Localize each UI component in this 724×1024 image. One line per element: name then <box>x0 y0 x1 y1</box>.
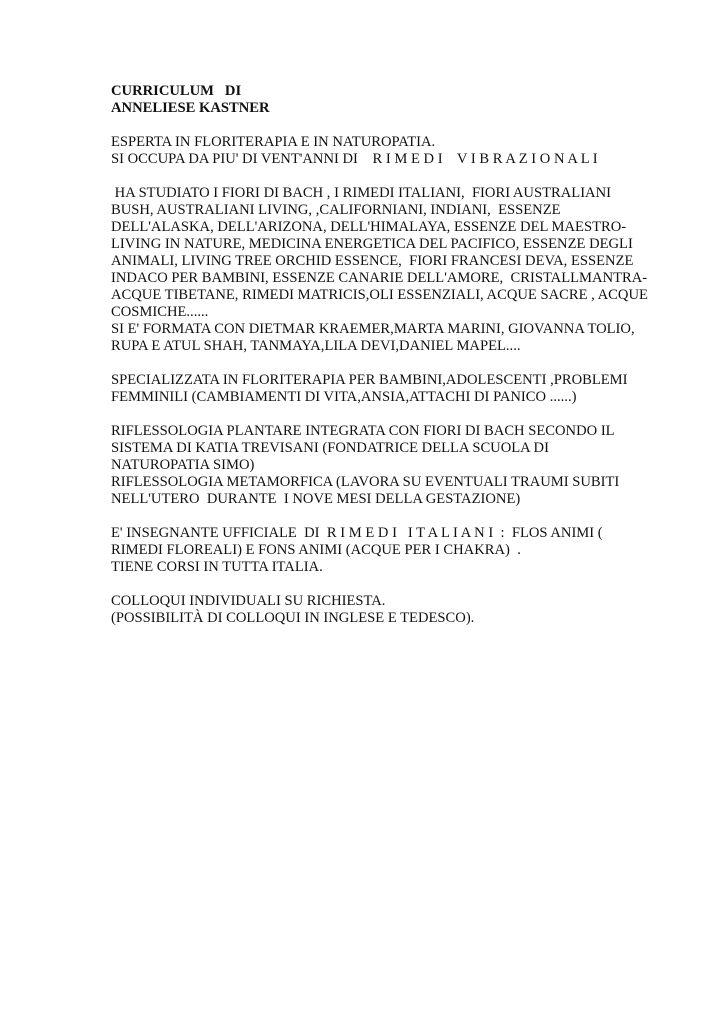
text-line: FEMMINILI (CAMBIAMENTI DI VITA,ANSIA,ATTACHI DI PANICO ......) <box>111 389 577 405</box>
spacer <box>111 576 671 593</box>
specialization-paragraph <box>111 372 671 406</box>
text-line: HA STUDIATO I FIORI DI BACH , I RIMEDI ITALIANI, FIORI AUSTRALIANI <box>111 185 611 201</box>
document-page <box>111 83 671 627</box>
spacer <box>111 117 671 134</box>
reflexology-paragraph <box>111 423 671 508</box>
text-line: RIFLESSOLOGIA METAMORFICA (LAVORA SU EVENTUALI TRAUMI SUBITI <box>111 474 620 490</box>
spacer <box>111 168 671 185</box>
text-line: SISTEMA DI KATIA TREVISANI (FONDATRICE DELLA SCUOLA DI <box>111 440 549 456</box>
consultations-paragraph <box>111 593 671 627</box>
text-line: LIVING IN NATURE, MEDICINA ENERGETICA DEL PACIFICO, ESSENZE DEGLI <box>111 236 633 252</box>
text-line: SI E' FORMATA CON DIETMAR KRAEMER,MARTA MARINI, GIOVANNA TOLIO, <box>111 321 635 337</box>
text-line: NELL'UTERO DURANTE I NOVE MESI DELLA GESTAZIONE) <box>111 491 521 507</box>
text-line: INDACO PER BAMBINI, ESSENZE CANARIE DELL'AMORE, CRISTALLMANTRA- <box>111 270 648 286</box>
text-line: COSMICHE...... <box>111 304 209 320</box>
title-line-1: CURRICULUM DI <box>111 83 242 99</box>
title-line-2: ANNELIESE KASTNER <box>111 100 270 116</box>
text-line: RIMEDI FLOREALI) E FONS ANIMI (ACQUE PER I CHAKRA) . <box>111 542 521 558</box>
text-line: BUSH, AUSTRALIANI LIVING, ,CALIFORNIANI, INDIANI, ESSENZE <box>111 202 561 218</box>
spacer <box>111 355 671 372</box>
teaching-paragraph <box>111 525 671 576</box>
text-line: TIENE CORSI IN TUTTA ITALIA. <box>111 559 323 575</box>
text-line: ANIMALI, LIVING TREE ORCHID ESSENCE, FIORI FRANCESI DEVA, ESSENZE <box>111 253 634 269</box>
text-line: (POSSIBILITÀ DI COLLOQUI IN INGLESE E TEDESCO). <box>111 610 475 626</box>
text-line: ESPERTA IN FLORITERAPIA E IN NATUROPATIA. <box>111 134 436 150</box>
spacer <box>111 406 671 423</box>
text-line: DELL'ALASKA, DELL'ARIZONA, DELL'HIMALAYA, ESSENZE DEL MAESTRO- <box>111 219 627 235</box>
text-line: NATUROPATIA SIMO) <box>111 457 255 473</box>
text-line: RIFLESSOLOGIA PLANTARE INTEGRATA CON FIORI DI BACH SECONDO IL <box>111 423 615 439</box>
text-line: ACQUE TIBETANE, RIMEDI MATRICIS,OLI ESSENZIALI, ACQUE SACRE , ACQUE <box>111 287 648 303</box>
text-line: COLLOQUI INDIVIDUALI SU RICHIESTA. <box>111 593 386 609</box>
spacer <box>111 508 671 525</box>
text-line: E' INSEGNANTE UFFICIALE DI R I M E D I I T A L I A N I : FLOS ANIMI ( <box>111 525 603 541</box>
studies-paragraph <box>111 185 671 355</box>
text-line: RUPA E ATUL SHAH, TANMAYA,LILA DEVI,DANIEL MAPEL.... <box>111 338 521 354</box>
text-line: SI OCCUPA DA PIU' DI VENT'ANNI DI R I M E D I V I B R A Z I O N A L I <box>111 151 598 167</box>
intro-paragraph <box>111 134 671 168</box>
text-line: SPECIALIZZATA IN FLORITERAPIA PER BAMBINI,ADOLESCENTI ,PROBLEMI <box>111 372 628 388</box>
